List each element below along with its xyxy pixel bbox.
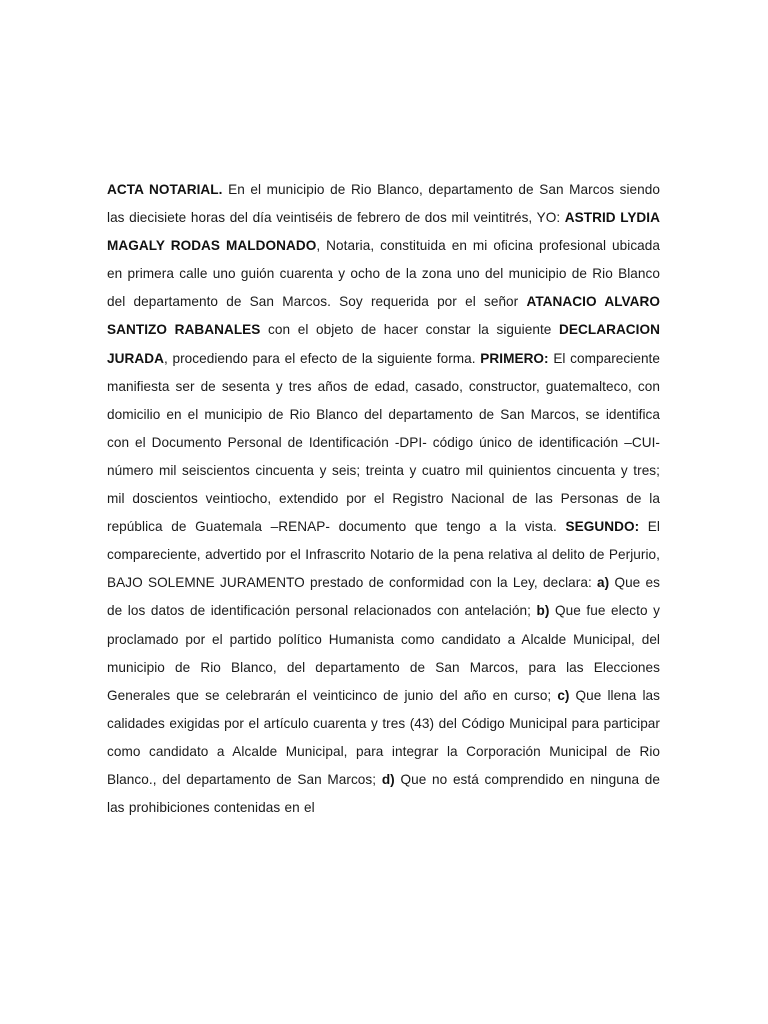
item-b-marker: b) (536, 603, 550, 619)
text-run: El compareciente, advertido por el Infrascrito Notario de la pena relativa al delito de Perjurio, BAJO SOLEMNE JURAMENTO prestado de conformidad con la Ley, declara: (107, 519, 660, 591)
item-c-marker: c) (557, 687, 570, 703)
text-run: con el objeto de hacer constar la siguiente (260, 322, 559, 338)
text-run: En el municipio de Rio Blanco, departamento de San Marcos siendo las diecisiete horas del día veintiséis de febrero de dos mil veintitrés, YO: (107, 182, 660, 226)
item-d-marker: d) (381, 771, 395, 787)
text-run: El compareciente manifiesta ser de sesenta y tres años de edad, casado, constructor, guatemalteco, con domicilio en el municipio de Rio Blanco del departamento de San Marcos, se identifica con el Documento Personal de Identificación -DPI- código único de identificación –CUI- número mil seiscientos cincuenta y seis; treinta y cuatro mil quinientos cincuenta y tres; mil doscientos veintiocho, extendido por el Registro Nacional de las Personas de la república de Guatemala –RENAP- documento que tengo a la vista. (107, 350, 660, 535)
notarial-act-paragraph (107, 176, 660, 822)
text-run: Que es de los datos de identificación personal relacionados con antelación; (107, 575, 660, 619)
notary-name: ASTRID LYDIA MAGALY RODAS MALDONADO (107, 210, 660, 254)
text-run: Que fue electo y proclamado por el partido político Humanista como candidato a Alcalde Municipal, del municipio de Rio Blanco, del departamento de San Marcos, para las Elecciones Generales que se celebrarán el veinticinco de junio del año en curso; (107, 603, 660, 703)
document-body (107, 176, 660, 822)
requester-name: ATANACIO ALVARO SANTIZO RABANALES (107, 294, 661, 338)
declaration-title: DECLARACION JURADA (107, 322, 660, 366)
item-a-marker: a) (597, 575, 610, 591)
text-run: , procediendo para el efecto de la siguiente forma. (163, 350, 481, 366)
clause-first-heading: PRIMERO: (480, 350, 549, 366)
text-run: Que llena las calidades exigidas por el artículo cuarenta y tres (43) del Código Municipal para participar como candidato a Alcalde Municipal, para integrar la Corporación Municipal de Rio Blanco., del departamento de San Marcos; (107, 687, 660, 787)
text-run: Que no está comprendido en ninguna de las prohibiciones contenidas en el (107, 771, 660, 816)
act-title: ACTA NOTARIAL. (107, 182, 223, 197)
clause-second-heading: SEGUNDO: (565, 519, 640, 535)
text-run: , Notaria, constituida en mi oficina profesional ubicada en primera calle uno guión cuarenta y ocho de la zona uno del municipio de Rio Blanco del departamento de San Marcos. Soy requerida por el señor (107, 238, 661, 310)
